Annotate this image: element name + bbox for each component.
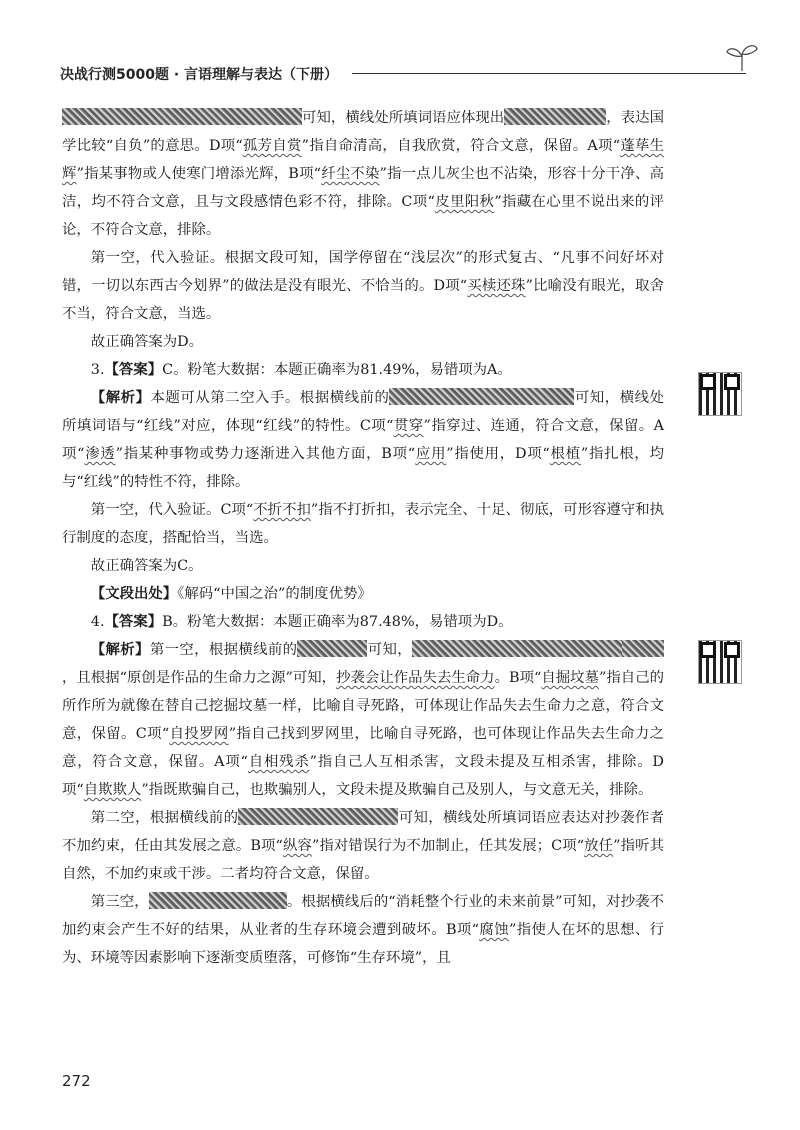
redacted-text xyxy=(389,388,574,405)
source-label: 【文段出处】 xyxy=(90,585,178,602)
answer-label: 【答案】 xyxy=(104,613,163,630)
answer-line-4: 4.【答案】B。粉笔大数据：本题正确率为87.48%，易错项为D。 xyxy=(90,613,513,630)
running-header xyxy=(60,64,750,84)
book-title: 决战行测5000题 · 言语理解与表达（下册） xyxy=(60,67,339,83)
conclusion-text: 故正确答案为C。 xyxy=(90,558,203,574)
analysis-label: 【解析】 xyxy=(90,641,150,658)
paragraph-p1: 可知，横线处所填词语应体现出 ，表达国学比较“自负”的意思。D项“孤芳自赏”指自命清高，自我欣赏，符合文意，保留。A项“蓬荜生辉”指某事物或人使寒门增添光辉，B项“纤尘不染”指一点儿灰尘也不沾染，形容十分干净、高洁，均不符合文意，且与文段感情色彩不符，排除。C项“皮里阳秋”指藏在心里不说出来的评论，不符合文意，排除。 xyxy=(62,110,664,238)
qr-code[interactable] xyxy=(698,640,742,684)
analysis-4: 【解析】第一空，根据横线前的 可知，，且根据“原创是作品的生命力之源”可知，抄袭会让作品失去生命力。B项“自掘坟墓”指自己的所作所为就像在替自己挖掘坟墓一样，比喻自寻死路，可体现让作品失去生命力之意，符合文意，保留。C项“自投罗网”指自己找到罗网里，比喻自寻死路，也可体现让作品失去生命力之意，符合文意，保留。A项“自相残杀”指自己人互相杀害，文段未提及互相杀害，排除。D项“自欺欺人”指既欺骗自己，也欺骗别人，文段未提及欺骗自己及别人，与文意无关，排除。 xyxy=(62,641,664,798)
source-line: 【文段出处】《解码“中国之治”的制度优势》 xyxy=(90,585,372,602)
qr-code[interactable] xyxy=(698,372,742,416)
page-number: 272 xyxy=(62,1072,91,1090)
analysis-label: 【解析】 xyxy=(90,389,151,406)
question-number: 4. xyxy=(90,614,105,630)
question-number: 3. xyxy=(90,362,105,378)
paragraph-p6: 第一空，代入验证。C项“不折不扣”指不打折扣，表示完全、十足、彻底，可形容遵守和执行制度的态度，搭配恰当，当选。 xyxy=(62,502,664,546)
paragraph-p12: 第三空， 。根据横线后的“消耗整个行业的未来前景”可知，对抄袭不加约束会产生不好的结果，从业者的生存环境会遭到破坏。B项“腐蚀”指使人在坏的思想、行为、环境等因素影响下逐渐变质堕落，可修饰“生存环境”，且 xyxy=(62,894,665,966)
answer-line-3: 3.【答案】C。粉笔大数据：本题正确率为81.49%，易错项为A。 xyxy=(90,361,512,378)
sprout-icon xyxy=(724,42,760,72)
redacted-text xyxy=(622,640,664,657)
answer-explanations xyxy=(62,104,664,972)
paragraph-p11: 第二空，根据横线前的 可知，横线处所填词语应表达对抄袭作者不加约束，任由其发展之意。B项“纵容”指对错误行为不加制止，任其发展；C项“放任”指听其自然，不加约束或干涉。二者均符合文意，保留。 xyxy=(62,810,664,882)
redacted-text xyxy=(297,640,367,657)
redacted-text xyxy=(412,640,622,657)
analysis-3: 【解析】本题可从第二空入手。根据横线前的 可知，横线处所填词语与“红线”对应，体现“红线”的特性。C项“贯穿”指穿过、连通，符合文意，保留。A项“渗透”指某种事物或势力逐渐进入其他方面，B项“应用”指使用，D项“根植”指扎根，均与“红线”的特性不符，排除。 xyxy=(62,389,664,490)
redacted-text xyxy=(238,808,398,825)
answer-label: 【答案】 xyxy=(104,361,163,378)
redacted-text xyxy=(504,108,606,125)
conclusion-text: 故正确答案为D。 xyxy=(90,334,204,350)
paragraph-p2: 第一空，代入验证。根据文段可知，国学停留在“浅层次”的形式复古、“凡事不问好坏对错，一切以东西古今划界”的做法是没有眼光、不恰当的。D项“买椟还珠”比喻没有眼光，取舍不当，符合文意，当选。 xyxy=(62,250,664,322)
header-rule xyxy=(352,73,746,74)
redacted-text xyxy=(62,108,302,125)
redacted-text xyxy=(149,892,287,909)
